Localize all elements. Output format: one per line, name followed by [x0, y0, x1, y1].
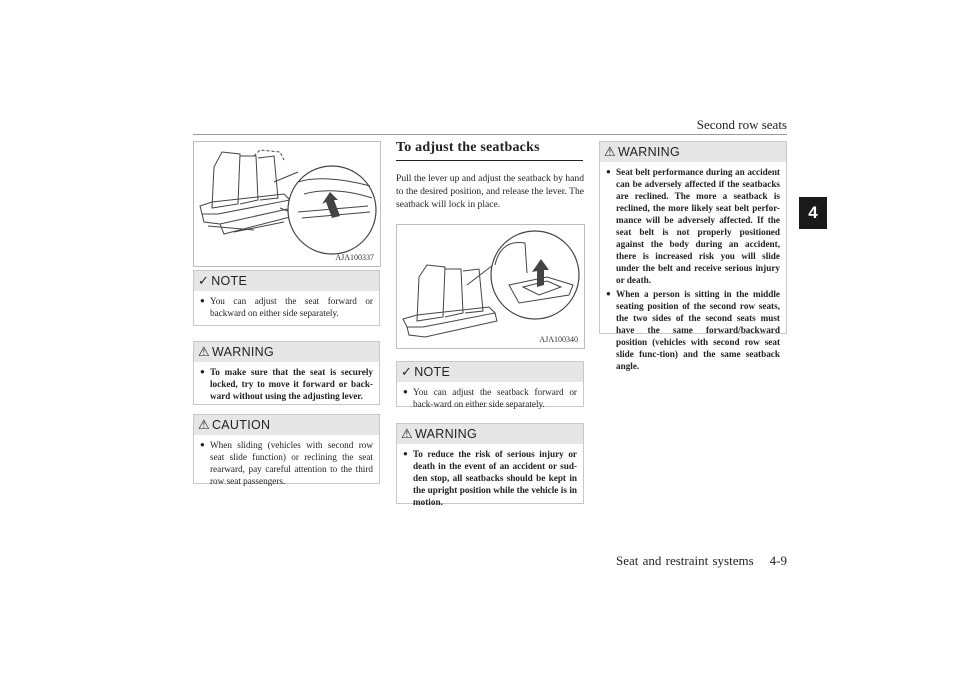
- bullet-dot-icon: ●: [200, 296, 205, 305]
- seatback-illustration: [397, 225, 584, 348]
- list-item: [606, 288, 780, 372]
- note-check-icon: ✓: [401, 364, 413, 379]
- note-box-seat-slide: [193, 270, 380, 326]
- note-box-seatback: [396, 361, 584, 407]
- warning-triangle-icon: ⚠: [401, 426, 413, 441]
- seat-slide-illustration: [194, 142, 380, 266]
- warning-text: To reduce the risk of serious injury or death in the event of an accident or sud-den stop, all seatbacks should be kept in the upright position while the vehicle is in motion.: [413, 449, 577, 507]
- warning-box-upright: [396, 423, 584, 507]
- footer-section: Seat and restraint systems: [615, 553, 754, 568]
- page-number: 4-9: [769, 553, 787, 568]
- note-check-icon: ✓: [198, 273, 210, 288]
- warning-triangle-icon: ⚠: [604, 144, 616, 159]
- list-item: [200, 439, 373, 487]
- warning-label: WARNING: [211, 345, 275, 359]
- warning-text: Seat belt performance during an accident can be adversely affected if the seatbacks are reclined. The more a seatback is reclined, the more likely seat belt perfor-mance will be adversely affected. If the seat belt is not properly positioned against the body during an accident, there is increased risk you will slide under the belt and receive serious injury or death.: [616, 167, 780, 285]
- bullet-dot-icon: ●: [403, 449, 408, 458]
- list-item: [200, 366, 373, 402]
- seat-slide-figure: [193, 141, 381, 267]
- caution-header: [194, 415, 379, 435]
- caution-triangle-icon: ⚠: [198, 417, 210, 432]
- list-item: [403, 448, 577, 508]
- bullet-dot-icon: ●: [606, 289, 611, 298]
- note-text: You can adjust the seat forward or backward on either side separately.: [210, 296, 373, 318]
- section-title: To adjust the seatbacks: [396, 140, 583, 161]
- list-item: [403, 386, 577, 410]
- warning-header: [194, 342, 379, 362]
- warning-header: [600, 142, 786, 162]
- caution-box-slide-recline: [193, 414, 380, 484]
- bullet-dot-icon: ●: [403, 387, 408, 396]
- page-footer: [616, 553, 787, 569]
- warning-header: [397, 424, 583, 444]
- warning-text: When a person is sitting in the middle seating position of the second row seats, the two sides of the second seats must have the same forward/backward position (vehicles with second row seat slide func-tion) and the same seatback angle.: [616, 289, 780, 371]
- bullet-dot-icon: ●: [200, 440, 205, 449]
- note-label: NOTE: [414, 365, 451, 379]
- warning-box-seat-lock: [193, 341, 380, 405]
- warning-label: WARNING: [414, 427, 478, 441]
- note-text: You can adjust the seatback forward or back-ward on either side separately.: [413, 387, 577, 409]
- bullet-dot-icon: ●: [200, 367, 205, 376]
- seatback-adjust-figure: [396, 224, 585, 349]
- figure-code: AJA100337: [335, 253, 374, 262]
- list-item: [200, 295, 373, 319]
- caution-text: When sliding (vehicles with second row seat slide function) or reclining the seat rearward, pay careful attention to the third row seat passengers.: [210, 440, 373, 486]
- list-item: [606, 166, 780, 286]
- warning-box-seatbelt: [599, 141, 787, 371]
- page-header-title: Second row seats: [696, 117, 787, 132]
- note-header: [194, 271, 379, 291]
- instruction-paragraph: Pull the lever up and adjust the seatback by hand to the desired position, and release the lever. The seatback will lock in place.: [396, 173, 584, 210]
- warning-triangle-icon: ⚠: [198, 344, 210, 359]
- header-rule: [193, 134, 787, 135]
- warning-text: To make sure that the seat is securely locked, try to move it forward or back-ward without using the adjusting lever.: [210, 367, 373, 401]
- bullet-dot-icon: ●: [606, 167, 611, 176]
- figure-code: AJA100340: [539, 335, 578, 344]
- chapter-tab: 4: [799, 197, 827, 229]
- note-header: [397, 362, 583, 382]
- note-label: NOTE: [211, 274, 248, 288]
- warning-label: WARNING: [617, 145, 681, 159]
- caution-label: CAUTION: [211, 418, 271, 432]
